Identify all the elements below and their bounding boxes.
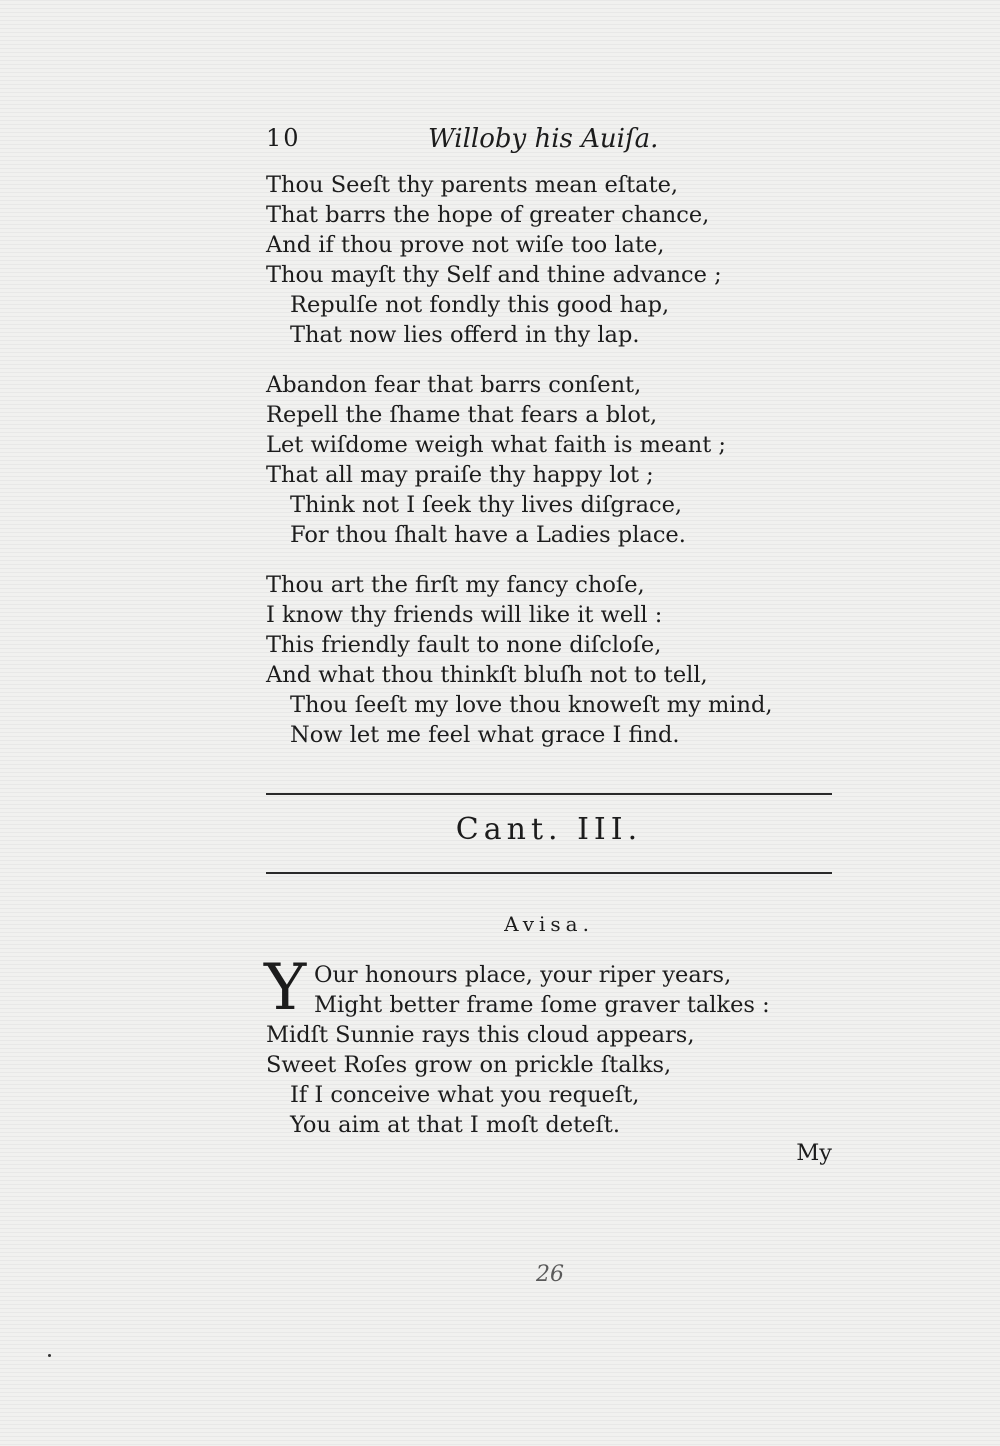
verse-line: That all may praiſe thy happy lot ; — [266, 462, 654, 488]
stanza-2 — [266, 370, 866, 550]
verse-line: Our honours place, your riper years, — [314, 962, 732, 988]
drop-cap-lines — [314, 960, 914, 1020]
verse-line: Thou Seeſt thy parents mean eſtate, — [266, 172, 679, 198]
verse-line: Thou ſeeſt my love thou knoweſt my mind, — [290, 692, 773, 718]
rule-above-canto — [266, 793, 832, 795]
drop-cap: Y — [264, 951, 307, 1025]
verse-line: Thou mayſt thy Self and thine advance ; — [266, 262, 722, 288]
verse-line: If I conceive what you requeſt, — [290, 1082, 640, 1108]
stanza-4 — [266, 1020, 866, 1140]
verse-line: You aim at that I moſt deteſt. — [290, 1112, 620, 1138]
verse-line: That now lies offerd in thy lap. — [290, 322, 640, 348]
verse-line: Now let me feel what grace I find. — [290, 722, 680, 748]
verse-line: And what thou thinkſt bluſh not to tell, — [266, 662, 708, 688]
stanza-1 — [266, 170, 866, 350]
verse-line: And if thou prove not wiſe too late, — [266, 232, 665, 258]
verse-line: Thou art the firſt my fancy choſe, — [266, 572, 645, 598]
verse-line: Repell the ſhame that fears a blot, — [266, 402, 658, 428]
verse-line: Let wiſdome weigh what faith is meant ; — [266, 432, 727, 458]
verse-line: Think not I ſeek thy lives diſgrace, — [290, 492, 683, 518]
running-title: Willoby his Auiſa. — [428, 124, 659, 154]
rule-below-canto — [266, 872, 832, 874]
page-number: 10 — [266, 124, 301, 152]
signature-number: 26 — [536, 1262, 564, 1287]
catchword: My — [796, 1140, 832, 1166]
canto-heading: Cant. III. — [455, 812, 643, 847]
verse-line: That barrs the hope of greater chance, — [266, 202, 710, 228]
verse-line: For thou ſhalt have a Ladies place. — [290, 522, 686, 548]
ink-speck — [48, 1354, 51, 1357]
verse-line: This friendly fault to none diſcloſe, — [266, 632, 662, 658]
verse-line: Abandon fear that barrs conſent, — [266, 372, 642, 398]
verse-line: Might better frame ſome graver talkes : — [314, 992, 770, 1018]
verse-line: Sweet Roſes grow on prickle ſtalks, — [266, 1052, 672, 1078]
verse-line: Midſt Sunnie rays this cloud appears, — [266, 1022, 695, 1048]
stanza-3 — [266, 570, 866, 750]
speaker-heading: Avisa. — [504, 912, 594, 936]
verse-line: Repulſe not fondly this good hap, — [290, 292, 670, 318]
verse-line: I know thy friends will like it well : — [266, 602, 663, 628]
running-header — [266, 124, 832, 158]
